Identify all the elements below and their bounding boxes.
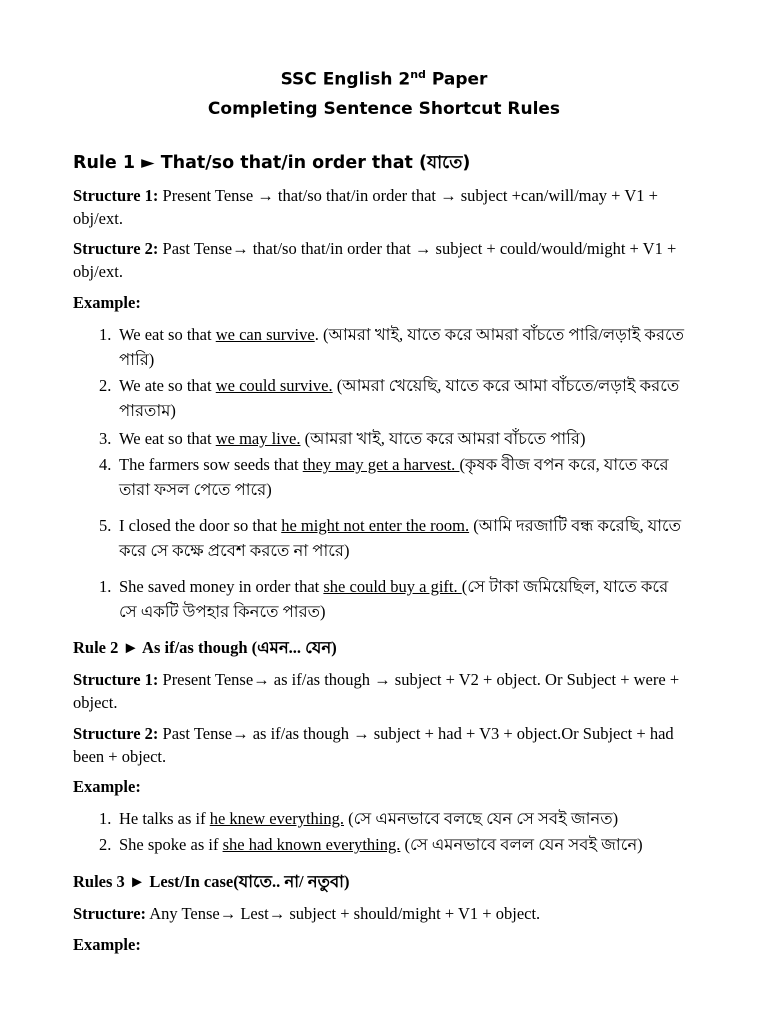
- list-item: 3. We eat so that we may live. (আমরা খাই, যাতে করে আমরা বাঁচতে পারি): [99, 429, 586, 448]
- list-item: 5. I closed the door so that he might not enter the room. (আমি দরজাটি বন্ধ করেছি, যাতে করে সে কক্ষে প্রবেশ করতে না পারে): [99, 516, 681, 560]
- rule1-structure2: Structure 2: Past Tense→ that/so that/in order that → subject + could/would/might + V1 + obj/ext.: [73, 239, 677, 281]
- page-title: SSC English 2nd Paper: [280, 68, 488, 90]
- rule1-structure1: Structure 1: Present Tense → that/so that/in order that → subject +can/will/may + V1 + obj/ext.: [73, 186, 658, 228]
- list-item: 2. We ate so that we could survive. (আমরা খেয়েছি, যাতে করে আমা বাঁচতে/লড়াই করতে পারতাম): [99, 376, 680, 420]
- rule2-heading: Rule 2 ► As if/as though (এমন... যেন): [73, 638, 337, 657]
- list-item: 4. The farmers sow seeds that they may get a harvest. (কৃষক বীজ বপন করে, যাতে করে তারা ফসল পেতে পারে): [99, 455, 669, 499]
- rule3-example-label: Example:: [73, 935, 141, 954]
- rule2-structure2: Structure 2: Past Tense→ as if/as though → subject + had + V3 + object.Or Subject + had been + object.: [73, 724, 674, 766]
- rule2-structure1: Structure 1: Present Tense→ as if/as though → subject + V2 + object. Or Subject + were + object.: [73, 670, 680, 712]
- rule1-example-label: Example:: [73, 293, 141, 312]
- rule3-heading: Rules 3 ► Lest/In case(যাতে.. না/ নতুবা): [73, 872, 350, 891]
- list-item: 2. She spoke as if she had known everything. (সে এমনভাবে বলল যেন সবই জানে): [99, 835, 643, 854]
- list-item: 1. We eat so that we can survive. (আমরা খাই, যাতে করে আমরা বাঁচতে পারি/লড়াই করতে পারি): [99, 325, 685, 369]
- list-item: 1. He talks as if he knew everything. (সে এমনভাবে বলছে যেন সে সবই জানত): [99, 809, 619, 828]
- page-subtitle: Completing Sentence Shortcut Rules: [207, 99, 561, 119]
- list-item: 1. She saved money in order that she could buy a gift. (সে টাকা জমিয়েছিল, যাতে করে সে একটি উপহার কিনতে পারত): [99, 577, 669, 621]
- rule1-heading: Rule 1 ► That/so that/in order that (যাতে): [73, 153, 471, 173]
- rule2-example-label: Example:: [73, 777, 141, 796]
- rule3-structure: Structure: Any Tense→ Lest→ subject + should/might + V1 + object.: [73, 904, 541, 923]
